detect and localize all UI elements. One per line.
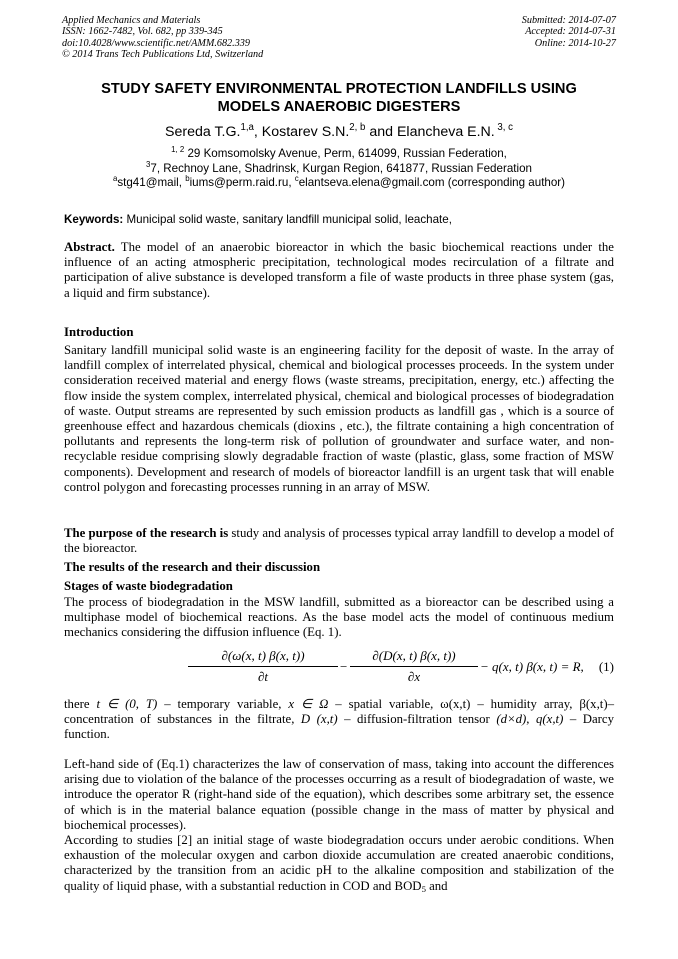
keywords-text: Municipal solid waste, sanitary landfill municipal solid, leachate, [123,213,452,226]
dates-header [522,15,616,49]
equation-fraction: $\frac{\partial(D(x, t) \beta(x, t))}{\partial x}$ [350,648,478,685]
introduction-paragraph: Sanitary landfill municipal solid waste is an engineering facility for the deposit of waste. In the array of landfill complex of interrelated physical, chemical and biological processes proceeds. In the system under consideration received material and energy flows (waste streams, precipitation, energy, etc.) affecting the flow inside the system complex, interrelated physical, chemical and biological processes of biodegradation of waste. Output streams are represented by such emission products as landfill gas , which is a source of greenhouse effect and hazardous chemicals (dioxins , etc.), the filtrate containing a high concentration of pollutants and represents the long-term risk of pollution of groundwater and surface water, and non-recyclable residue comprising slowly degradable fraction of waste (plastic, glass, some fraction of MSW components). Development and research of models of bioreactor landfill is an urgent task that will enable control polygon and forecasting processes running in an array of MSW. [64,343,614,494]
author-list: Sereda T.G.$^{1,a}$, Kostarev S.N.$^{2, b}$ and Elancheva E.N. $^{3, c}$ [165,122,513,140]
author-name: Elancheva E.N. [396,124,495,140]
journal-issn: ISSN: 1662-7482, Vol. 682, pp 339-345 [62,26,223,38]
equation-number: (1) [598,659,614,674]
stages-paragraph: The process of biodegradation in the MSW landfill, submitted as a bioreactor can be described using a multiphase model of biochemical reactions. As the base model acts the model of continuous medium mechanics considering the diffusion influence (Eq. 1). [64,595,614,640]
author-name: Kostarev S.N. [261,124,350,140]
journal-name: Applied Mechanics and Materials [62,15,201,26]
affiliation-line: $^3$7, Rechnoy Lane, Shadrinsk, Kurgan Region, 641877, Russian Federation [146,159,532,175]
author-name: Sereda T.G. [165,124,241,140]
subsection-heading-stages: Stages of waste biodegradation [64,579,233,593]
studies-paragraph: According to studies [2] an initial stage of waste biodegradation occurs under aerobic conditions. When exhaustion of the molecular oxygen and carbon dioxide accumulation are created anaerobic conditions, characterized by the transition from an acidic pH to the alkaline composition and stabilization of the quality of liquid phase, with a substantial reduction in COD and $BOD_5$ and [64,833,614,894]
abstract [64,240,614,301]
keywords-label: Keywords: [64,213,124,226]
journal-doi: doi:10.4028/www.scientific.net/AMM.682.339 [62,37,250,49]
journal-header [62,15,263,61]
affiliation-line: $^{1, 2}$ 29 Komsomolsky Avenue, Perm, 614099, Russian Federation, [171,145,507,160]
abstract-label: Abstract. [64,240,115,254]
affiliations [40,147,638,191]
equation-1: $\frac{\partial(\omega(x, t) \beta(x, t))}{\partial t}$ − $\frac{\partial(D(x, t) \beta(x, t))}{\partial x}$ − q(x, t) β(x, t) = R, (1) [64,648,614,688]
section-heading-results: The results of the research and their discussion [64,560,321,574]
equation-rhs: − q(x, t) β(x, t) = R, [480,659,584,674]
lhs-paragraph: Left-hand side of (Eq.1) characterizes the law of conservation of mass, taking into account the differences arising due to violation of the balance of the processes occurring as a result of biodegradation of waste, we introduce the operator R (right-hand side of the equation), which describes some arbitrary set, the essence of which is in the material balance equation (possible change in the mass of matter by physical and biochemical processes). [64,757,614,832]
abstract-text: The model of an anaerobic bioreactor in which the basic biochemical reactions under the influence of an acting atmospheric precipitation, technological modes recirculation of a filtrate and participation of alive substance is developed transform a file of waste products in three phase system (gas, a liquid and firm substance). [64,240,614,300]
submitted-date: Submitted: 2014-07-07 [521,15,616,26]
online-date: Online: 2014-10-27 [534,37,616,49]
author-emails: $^a$stg41@mail, $^b$iums@perm.raid.ru, $^c$elantseva.elena@gmail.com (corresponding author) [112,174,566,190]
equation-fraction: $\frac{\partial(\omega(x, t) \beta(x, t))}{\partial t}$ [188,648,338,685]
paper-title: STUDY SAFETY ENVIRONMENTAL PROTECTION LANDFILLS USING MODELS ANAEROBIC DIGESTERS [101,81,577,115]
keywords [64,213,624,227]
purpose-paragraph: The purpose of the research is study and analysis of processes typical array landfill to develop a model of the bioreactor. [64,526,615,556]
journal-copyright: © 2014 Trans Tech Publications Ltd, Switzerland [62,49,264,61]
accepted-date: Accepted: 2014-07-31 [525,26,616,38]
variable-definitions: there t ∈ (0, T) – temporary variable, x ∈ Ω – spatial variable, ω(x,t) – humidity array, β(x,t)– concentration of substances in the filtrate, D (x,t) – diffusion-filtration tensor (d×d), q(x,t) – Darcy function. [64,697,615,742]
section-heading-introduction: Introduction [64,325,134,339]
